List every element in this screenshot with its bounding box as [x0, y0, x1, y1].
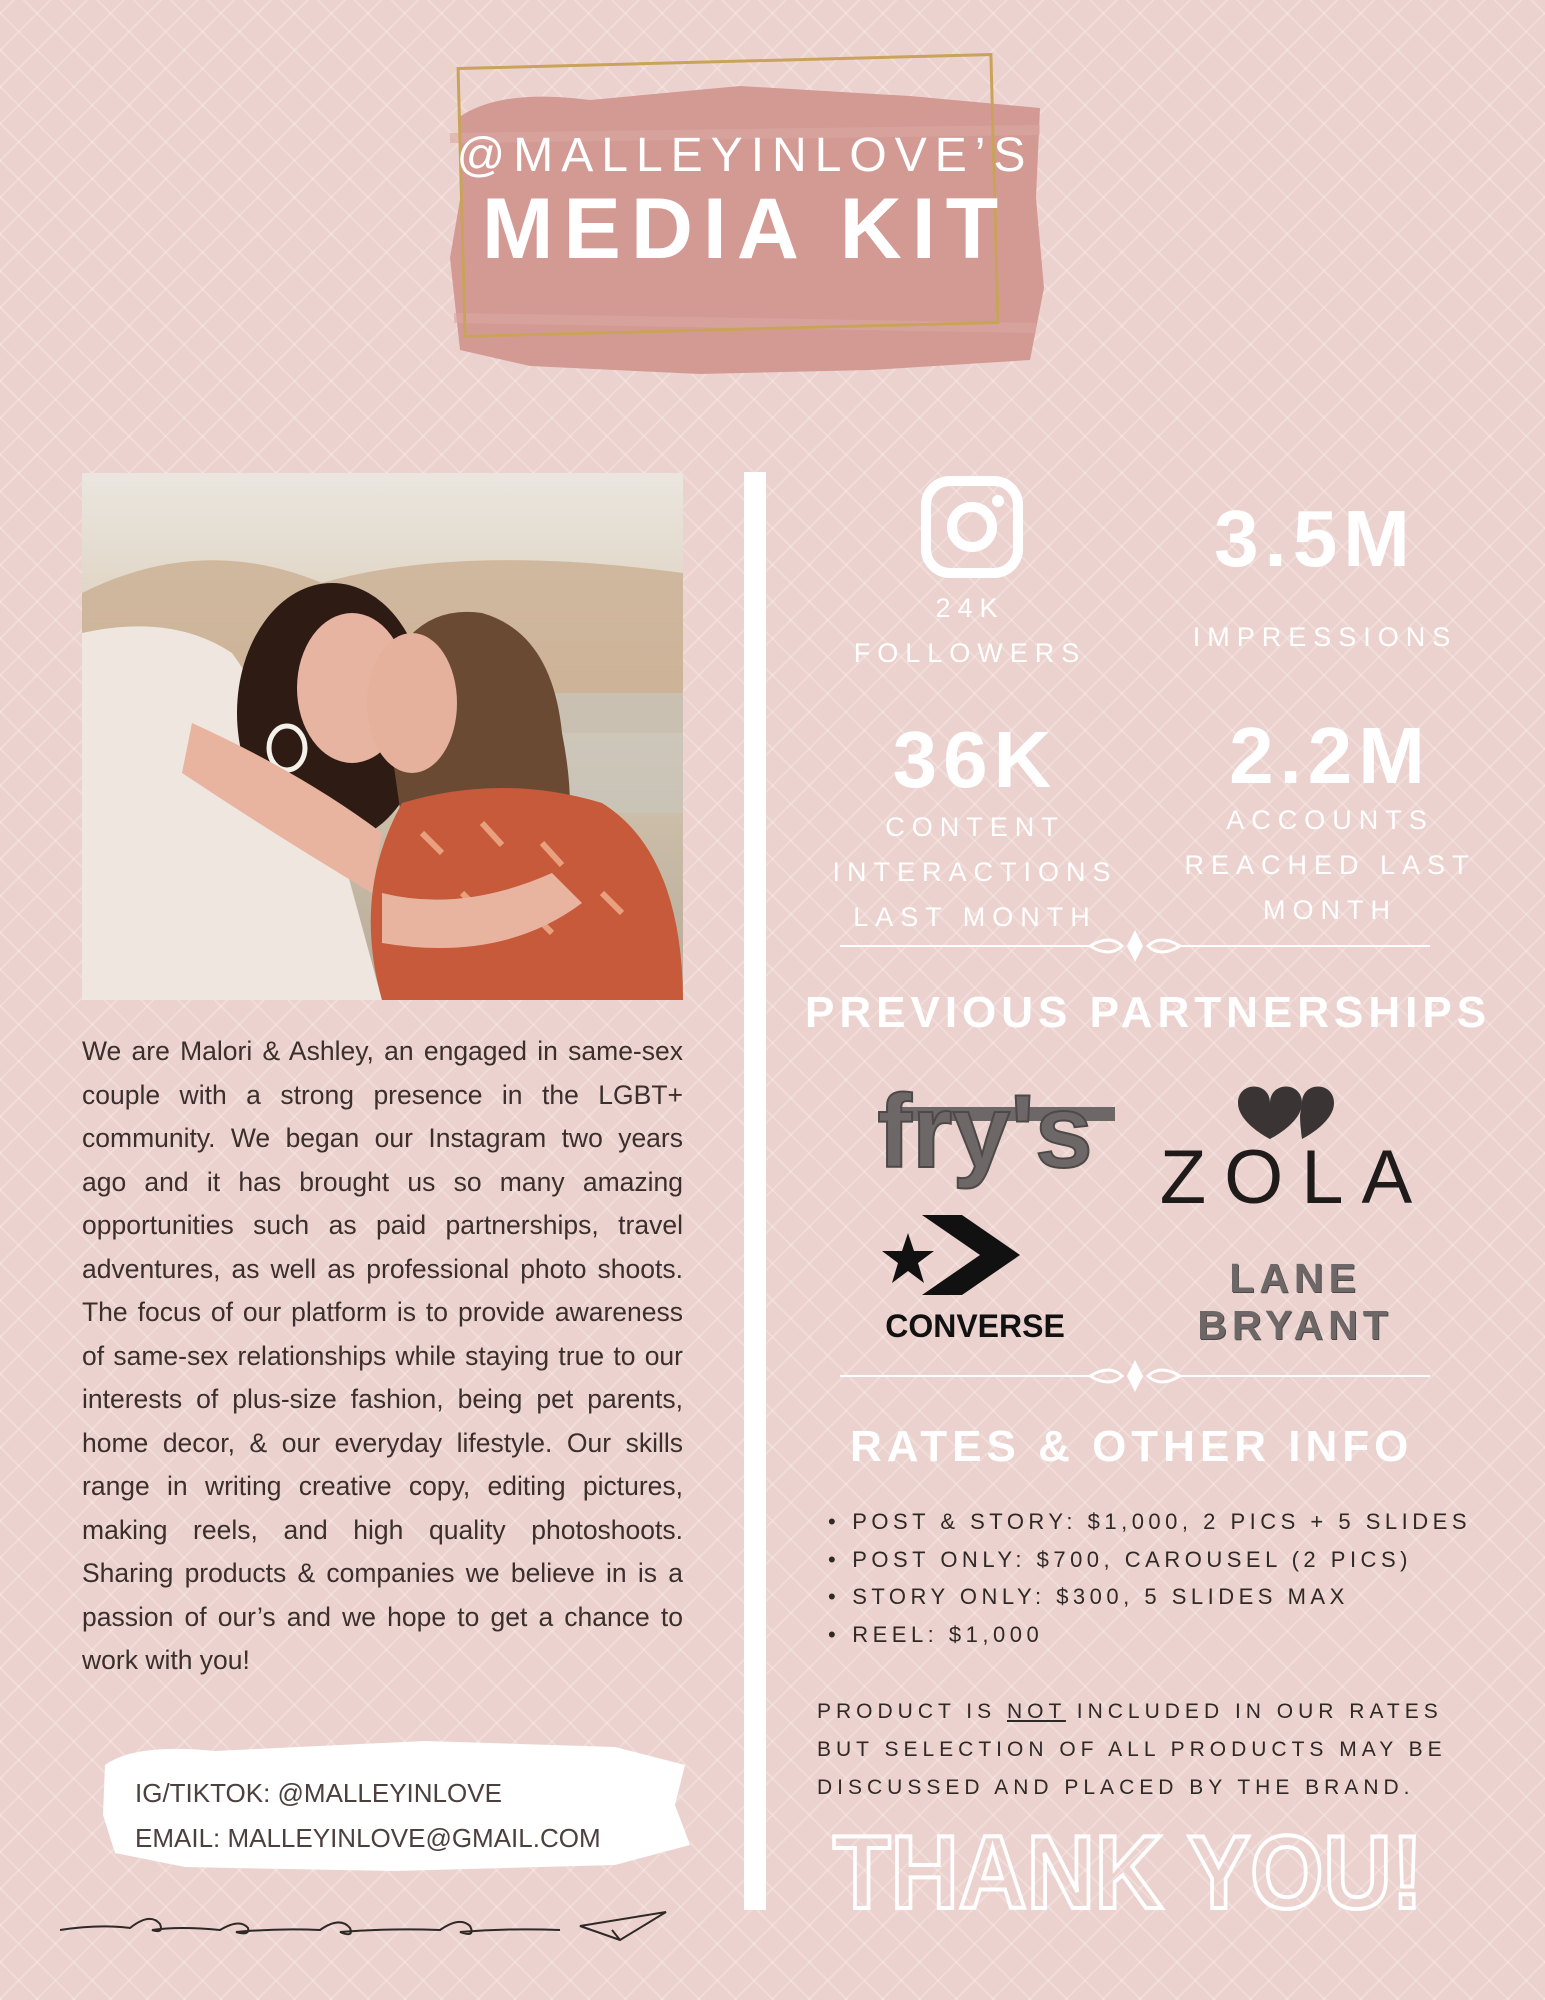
logo-frys-text: fry's	[877, 1074, 1093, 1190]
rates-title: RATES & OTHER INFO	[850, 1422, 1414, 1471]
paper-plane-icon	[60, 1900, 680, 1950]
flourish-divider	[840, 1356, 1430, 1396]
stat-reached-value: 2.2M	[1229, 711, 1431, 800]
stat-followers-label: FOLLOWERS	[853, 638, 1087, 668]
product-note-end: INCLUDED IN OUR RATES BUT SELECTION OF ALL PRODUCTS MAY BE DISCUSSED AND PLACED BY THE BRAND.	[817, 1700, 1447, 1799]
logo-zola-text: ZOLA	[1159, 1135, 1431, 1215]
partnerships-title: PREVIOUS PARTNERSHIPS	[805, 988, 1492, 1037]
contact-instagram[interactable]: IG/TIKTOK: @MALLEYINLOVE	[135, 1778, 502, 1808]
stat-interactions-label	[810, 805, 1140, 940]
label-line: MONTH	[1263, 895, 1397, 925]
contact-email[interactable]: EMAIL: MALLEYINLOVE@GMAIL.COM	[135, 1823, 601, 1853]
label-line: REACHED LAST	[1184, 850, 1476, 880]
stat-interactions-value: 36K	[892, 715, 1058, 804]
thank-you-label: THANK YOU!	[833, 1815, 1423, 1920]
logo-lane-bryant: LANE BRYANT	[1197, 1255, 1393, 1348]
label-line: CONTENT	[885, 812, 1065, 842]
label-line: ACCOUNTS	[1226, 805, 1434, 835]
star-chevron-icon	[882, 1215, 1020, 1295]
stat-reached-label	[1175, 798, 1485, 933]
stat-followers-value: 24K	[935, 593, 1005, 623]
logo-converse-text: CONVERSE	[885, 1308, 1065, 1344]
rate-item: • REEL: $1,000	[828, 1616, 1471, 1654]
logo-frys	[855, 1055, 1115, 1195]
label-line: INTERACTIONS	[832, 857, 1118, 887]
product-note	[817, 1693, 1477, 1807]
rate-item: • POST & STORY: $1,000, 2 PICS + 5 SLIDES	[828, 1503, 1471, 1541]
header-handle: @MALLEYINLOVE’S	[456, 129, 1034, 182]
product-note-emphasis: NOT	[1006, 1700, 1066, 1723]
rate-item: • POST ONLY: $700, CAROUSEL (2 PICS)	[828, 1541, 1471, 1579]
thank-you-text	[828, 1810, 1428, 1920]
couple-photo	[82, 473, 683, 1000]
bio-paragraph: We are Malori & Ashley, an engaged in same-sex couple with a strong presence in the LGBT+ community. We began our Instagram two years ago and it has brought us so many amazing opportunities such as paid partnerships, travel adventures, as well as professional photo shoots. The focus of our platform is to provide awareness of same-sex relationships while staying true to our interests of plus-size fashion, being pet parents, home decor, & our everyday lifestyle. Our skills range in writing creative copy, editing pictures, making reels, and high quality photoshoots. Sharing products & companies we believe in is a passion of our’s and we hope to get a chance to work with you!	[82, 1036, 683, 1675]
instagram-icon	[920, 475, 1024, 579]
flourish-divider	[840, 926, 1430, 966]
label-line: LAST MONTH	[853, 902, 1097, 932]
stat-impressions-label: IMPRESSIONS	[1192, 622, 1458, 652]
header-title: MEDIA KIT	[481, 181, 1009, 277]
product-note-start: PRODUCT IS	[817, 1700, 1007, 1723]
column-divider	[744, 472, 766, 1910]
stat-impressions-value: 3.5M	[1214, 494, 1416, 583]
rates-list	[828, 1503, 1471, 1653]
logo-zola	[1150, 1065, 1440, 1215]
logo-converse	[870, 1205, 1080, 1345]
rate-item: • STORY ONLY: $300, 5 SLIDES MAX	[828, 1578, 1471, 1616]
heart-icon	[1238, 1087, 1334, 1140]
stat-followers	[800, 586, 1140, 676]
